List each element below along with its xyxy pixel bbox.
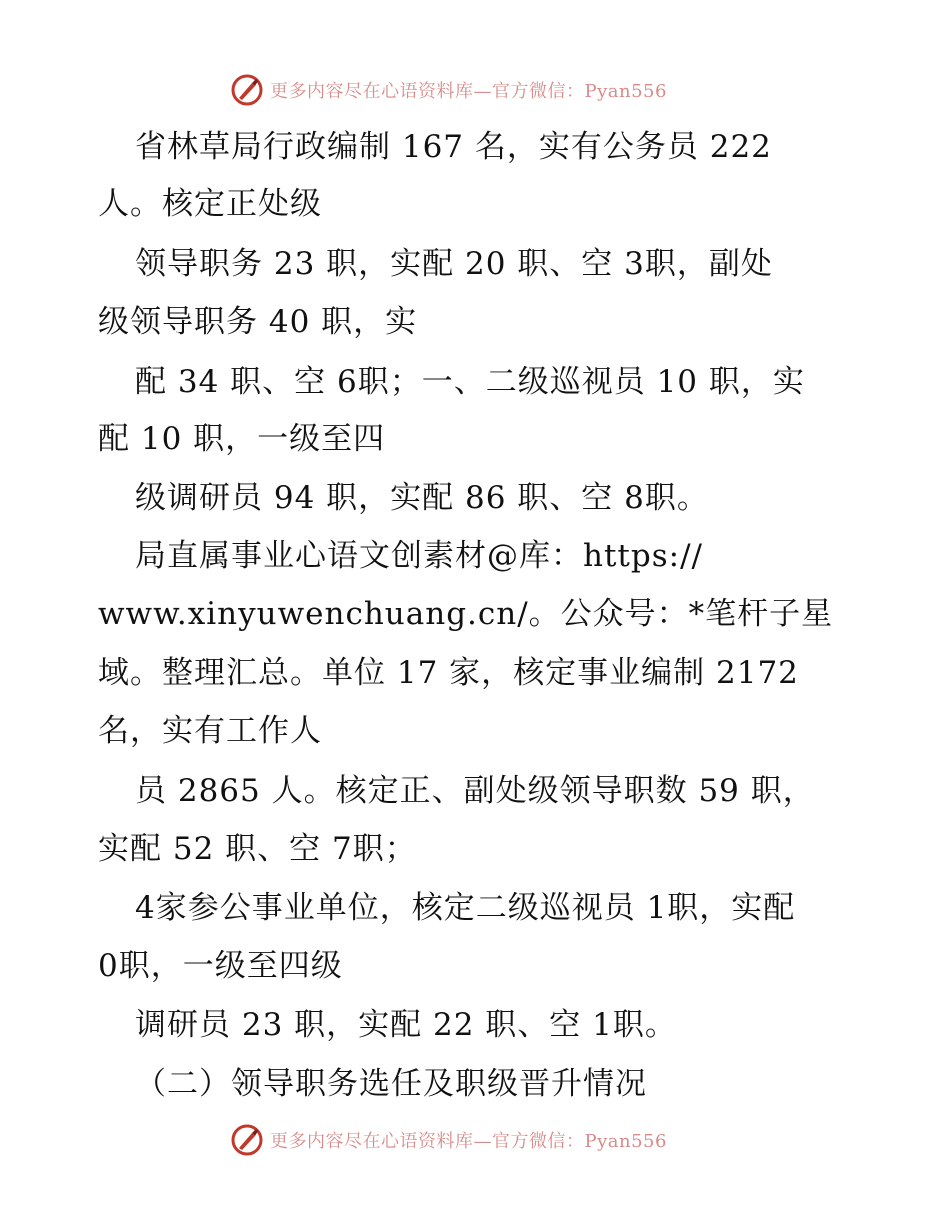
watermark-text: 更多内容尽在心语资料库—官方微信：Pyan556 <box>270 81 667 102</box>
pen-logo-icon <box>230 73 264 107</box>
text-line: 员 2865 人。核定正、副处级领导职数 59 职， <box>135 773 815 809</box>
text-line: 4家参公事业单位，核定二级巡视员 1职，实配 <box>135 890 796 926</box>
watermark-footer <box>230 1120 667 1160</box>
text-line: 域。整理汇总。单位 17 家，核定事业编制 2172 <box>98 655 799 691</box>
text-line: 级调研员 94 职，实配 86 职、空 8职。 <box>135 480 709 516</box>
text-line: 省林草局行政编制 167 名，实有公务员 222 <box>135 129 772 165</box>
text-line: 调研员 23 职，实配 22 职、空 1职。 <box>135 1007 677 1043</box>
text-line: 配 34 职、空 6职；一、二级巡视员 10 职，实 <box>135 364 805 400</box>
watermark-header <box>230 70 667 110</box>
section-heading: （二）领导职务选任及职级晋升情况 <box>135 1066 647 1102</box>
pen-logo-icon <box>230 1123 264 1157</box>
text-line: 级领导职务 40 职，实 <box>98 304 418 340</box>
text-line: 局直属事业心语文创素材@库：https:// <box>135 538 703 574</box>
text-line: 领导职务 23 职，实配 20 职、空 3职，副处 <box>135 246 773 282</box>
text-line: 配 10 职，一级至四 <box>98 421 386 457</box>
text-line: 名，实有工作人 <box>98 713 322 749</box>
text-line: 人。核定正处级 <box>98 186 322 222</box>
watermark-text: 更多内容尽在心语资料库—官方微信：Pyan556 <box>270 1131 667 1152</box>
text-line: 0职，一级至四级 <box>98 948 343 984</box>
text-line: www.xinyuwenchuang.cn/。公众号：*笔杆子星 <box>98 596 834 632</box>
text-line: 实配 52 职、空 7职； <box>98 831 417 867</box>
